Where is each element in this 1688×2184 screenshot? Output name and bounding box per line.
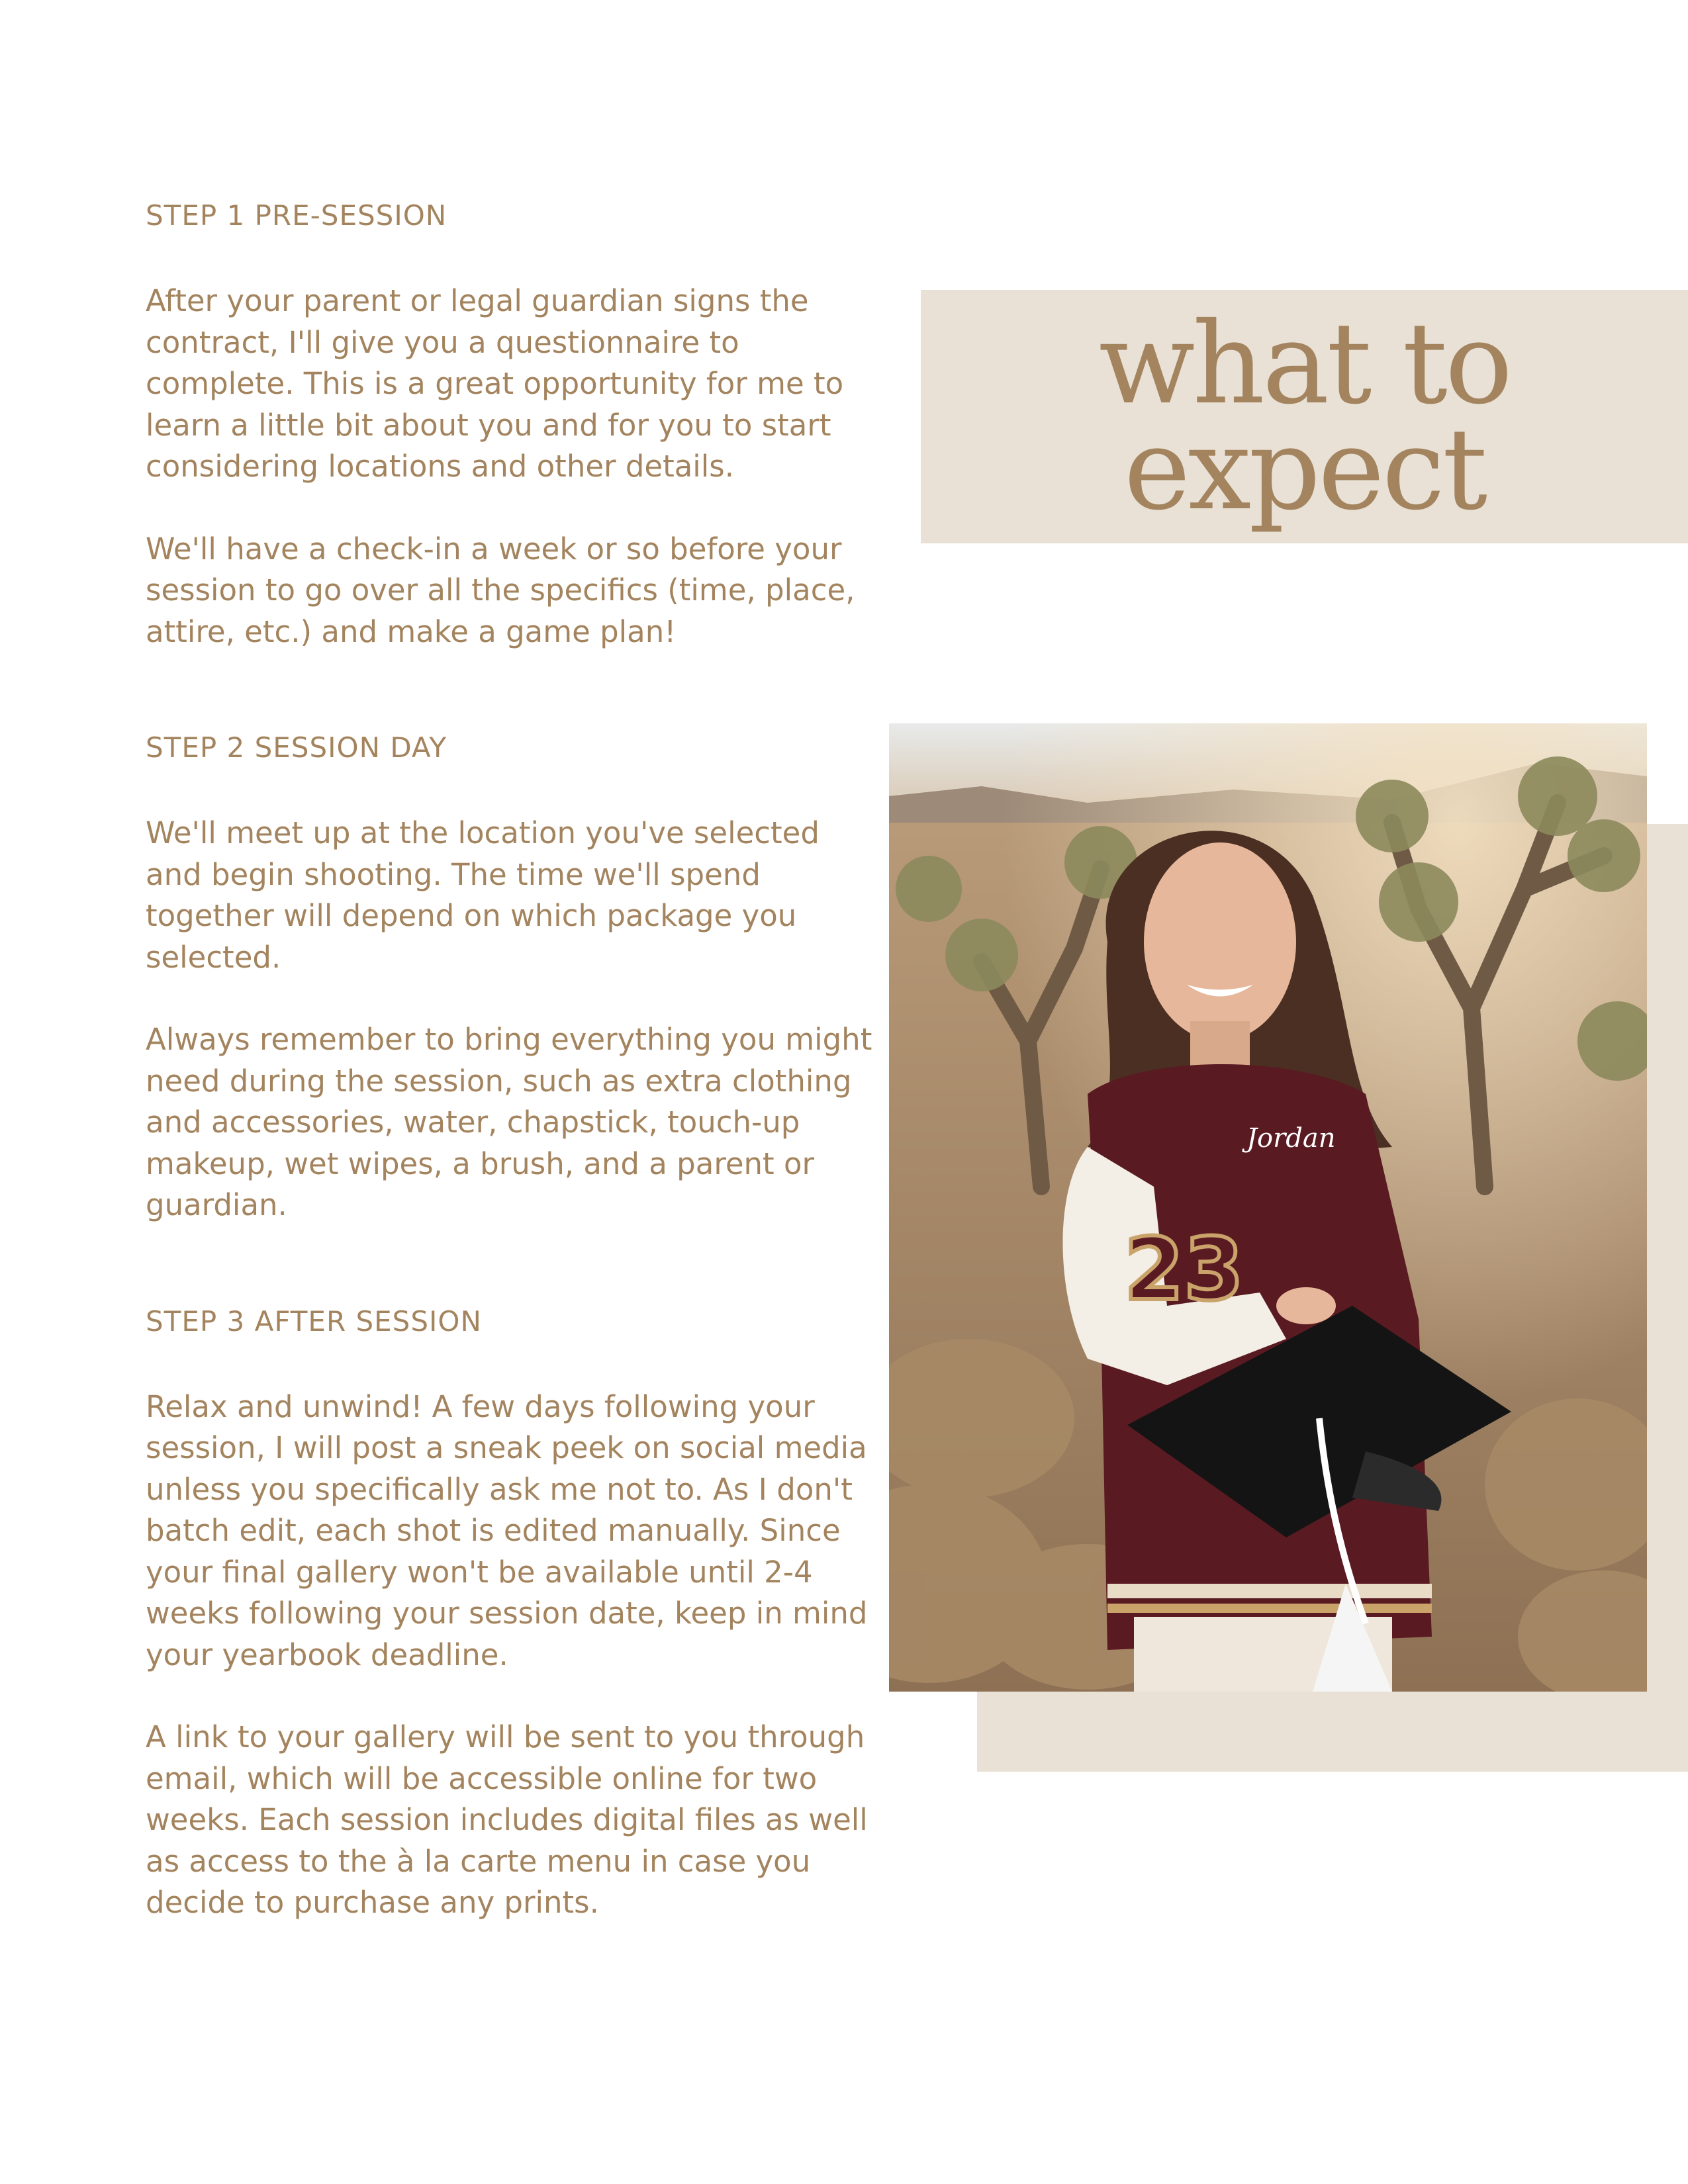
step-2: [146, 731, 874, 1226]
step-paragraph: We'll meet up at the location you've selected and begin shooting. The time we'll spend together will depend on which package you selected.: [146, 815, 820, 975]
title-line: expect: [1123, 404, 1485, 535]
title-banner: [921, 290, 1688, 543]
steps-column: [146, 199, 874, 1965]
senior-portrait-photo: [889, 723, 1647, 1692]
jacket-script: Jordan: [1246, 1123, 1336, 1154]
step-heading: STEP 3 AFTER SESSION: [146, 1304, 482, 1338]
step-heading: STEP 2 SESSION DAY: [146, 731, 447, 764]
step-paragraph: Relax and unwind! A few days following your session, I will post a sneak peek on social media unless you specifically ask me not to. As I don't batch edit, each shot is edited manually. Since your final gallery won't be available until 2-4 weeks following your session date, keep in mind your yearbook deadline.: [146, 1388, 868, 1672]
step-3: [146, 1304, 874, 1924]
step-paragraph: We'll have a check-in a week or so before your session to go over all the specifics (time, place, attire, etc.) and make a game plan!: [146, 531, 855, 649]
step-paragraph: After your parent or legal guardian signs the contract, I'll give you a questionnaire to complete. This is a great opportunity for me to learn a little bit about you and for you to start considering locations and other details.: [146, 283, 844, 484]
title-line: what to: [1098, 298, 1511, 430]
step-1: [146, 199, 874, 653]
step-heading: STEP 1 PRE-SESSION: [146, 199, 447, 232]
step-paragraph: Always remember to bring everything you might need during the session, such as extra clothing and accessories, water, chapstick, touch-up makeup, wet wipes, a brush, and a parent or guardian.: [146, 1022, 872, 1222]
portrait-illustration: [889, 723, 1647, 1692]
step-paragraph: A link to your gallery will be sent to you through email, which will be accessible online for two weeks. Each session includes digital files as well as access to the à la carte menu in case you decide to purchase any prints.: [146, 1719, 868, 1920]
jacket-number: 23: [1124, 1219, 1244, 1320]
page-title: [974, 298, 1636, 535]
